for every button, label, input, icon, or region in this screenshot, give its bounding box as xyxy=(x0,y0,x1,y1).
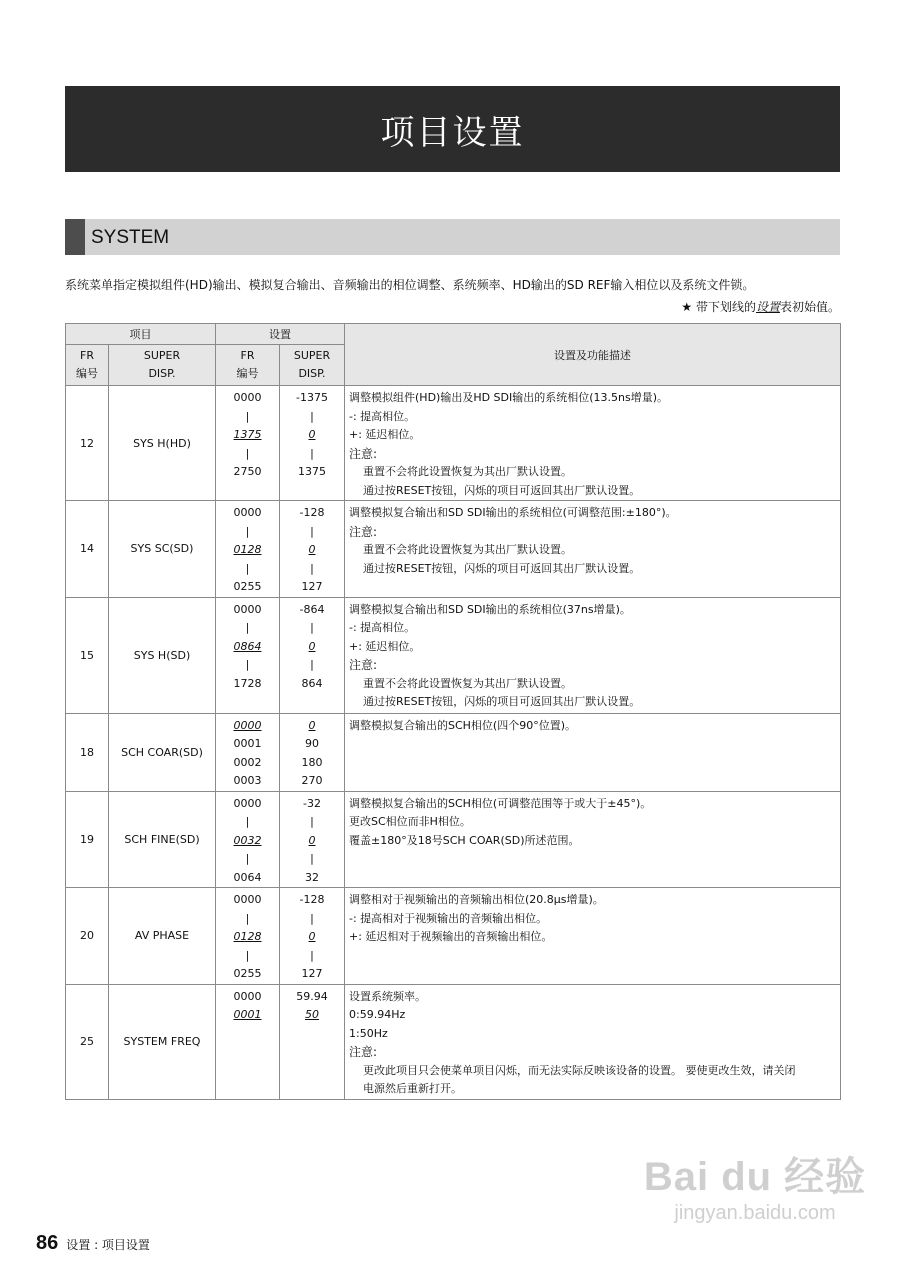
setting-value: 50 xyxy=(305,1008,319,1021)
table-row xyxy=(66,984,841,1099)
super-setting-values xyxy=(280,713,345,791)
section-header xyxy=(65,219,840,255)
description-line: -: 提高相位。 xyxy=(349,409,416,423)
setting-value: -128 xyxy=(299,893,325,906)
super-disp-name: SYSTEM FREQ xyxy=(109,984,216,1099)
header-setting: 设置 xyxy=(216,324,345,345)
fr-setting-values xyxy=(216,386,280,501)
setting-value: | xyxy=(245,658,250,671)
description-line: 电源然后重新打开。 xyxy=(363,1082,462,1095)
fr-setting-values xyxy=(216,597,280,713)
setting-value: 0 xyxy=(308,428,316,441)
setting-value: 0000 xyxy=(233,718,262,732)
setting-value: 0032 xyxy=(233,833,262,847)
setting-value: 2750 xyxy=(233,465,262,478)
description-line: 重置不会将此设置恢复为其出厂默认设置。 xyxy=(363,465,572,478)
super-setting-values xyxy=(280,597,345,713)
section-title: SYSTEM xyxy=(91,227,170,248)
fr-number: 19 xyxy=(66,791,109,888)
description-cell xyxy=(345,713,841,791)
super-setting-values xyxy=(280,984,345,1099)
description-line: 更改SC相位而非H相位。 xyxy=(349,815,471,828)
super-disp-name: SYS H(SD) xyxy=(109,597,216,713)
table-row xyxy=(66,713,841,791)
description-line: -: 提高相位。 xyxy=(349,621,416,634)
setting-value: 0000 xyxy=(233,506,262,519)
setting-value: 90 xyxy=(305,737,319,750)
description-line: 调整模拟组件(HD)输出及HD SDI输出的系统相位(13.5ns增量)。 xyxy=(349,391,669,404)
setting-value: 0000 xyxy=(233,796,262,810)
fr-number: 12 xyxy=(66,386,109,501)
description-cell xyxy=(345,888,841,985)
description-line: 通过按RESET按钮，闪烁的项目可返回其出厂默认设置。 xyxy=(363,695,641,708)
description-line: +: 延迟相对于视频输出的音频输出相位。 xyxy=(349,930,553,943)
description-line: -: 提高相对于视频输出的音频输出相位。 xyxy=(349,911,548,925)
setting-value: 0128 xyxy=(233,543,262,556)
header-description: 设置及功能描述 xyxy=(345,324,841,386)
fr-setting-values xyxy=(216,984,280,1099)
setting-value: | xyxy=(310,948,314,962)
setting-value: 0000 xyxy=(233,391,262,404)
fr-number: 18 xyxy=(66,713,109,791)
super-setting-values xyxy=(280,888,345,985)
header-item: 项目 xyxy=(66,324,216,345)
setting-value: 127 xyxy=(301,967,323,980)
setting-value: | xyxy=(245,815,250,828)
setting-value: 0255 xyxy=(233,580,262,593)
setting-value: | xyxy=(310,524,314,538)
setting-value: 864 xyxy=(301,676,323,690)
page-title: 项目设置 xyxy=(380,112,525,153)
header-super-setting: SUPER DISP. xyxy=(280,345,345,386)
setting-value: 32 xyxy=(305,870,319,884)
description-line: 1:50Hz xyxy=(349,1026,388,1040)
settings-table xyxy=(65,323,841,1100)
setting-value: 1375 xyxy=(298,465,326,478)
setting-value: 0064 xyxy=(233,870,262,884)
setting-value: 0001 xyxy=(233,1008,262,1021)
note-label: 注意: xyxy=(349,524,378,539)
table-row xyxy=(66,888,841,985)
page-title-bar xyxy=(65,86,840,172)
header-fr-no: FR 编号 xyxy=(66,345,109,386)
legend-suffix: 表初始值。 xyxy=(779,300,840,314)
description-line: 调整相对于视频输出的音频输出相位(20.8μs增量)。 xyxy=(349,893,604,906)
super-setting-values xyxy=(280,791,345,888)
setting-value: 1375 xyxy=(233,428,262,441)
setting-value: 0255 xyxy=(233,967,262,980)
setting-value: | xyxy=(310,658,314,671)
fr-setting-values xyxy=(216,501,280,598)
setting-value: | xyxy=(245,524,250,538)
description-line: 调整模拟复合输出和SD SDI输出的系统相位(37ns增量)。 xyxy=(349,602,631,616)
description-cell xyxy=(345,984,841,1099)
fr-number: 14 xyxy=(66,501,109,598)
super-disp-name: SYS H(HD) xyxy=(109,386,216,501)
table-row xyxy=(66,791,841,888)
setting-value: 0000 xyxy=(233,893,262,906)
super-disp-name: SCH FINE(SD) xyxy=(109,791,216,888)
description-line: 覆盖±180°及18号SCH COAR(SD)所述范围。 xyxy=(349,833,580,847)
setting-value: -1375 xyxy=(296,391,328,404)
fr-number: 20 xyxy=(66,888,109,985)
description-cell xyxy=(345,597,841,713)
page-number: 86 xyxy=(36,1232,59,1254)
setting-value: 0 xyxy=(308,718,316,732)
setting-value: | xyxy=(245,561,250,575)
note-label: 注意: xyxy=(349,446,378,461)
fr-setting-values xyxy=(216,888,280,985)
setting-value: 0128 xyxy=(233,930,262,943)
description-line: 0:59.94Hz xyxy=(349,1008,406,1021)
setting-value: 0 xyxy=(308,930,316,943)
super-disp-name: SCH COAR(SD) xyxy=(109,713,216,791)
setting-value: | xyxy=(310,561,314,575)
setting-value: 0000 xyxy=(233,989,262,1003)
watermark xyxy=(640,1145,870,1225)
setting-value: | xyxy=(310,852,314,865)
watermark-logo: Bai du 经验 xyxy=(643,1155,867,1199)
description-line: 调整模拟复合输出和SD SDI输出的系统相位(可调整范围:±180°)。 xyxy=(349,506,677,519)
header-super-disp: SUPER DISP. xyxy=(109,345,216,386)
watermark-url: jingyan.baidu.com xyxy=(674,1202,836,1224)
setting-value: 0 xyxy=(308,833,316,847)
description-line: 重置不会将此设置恢复为其出厂默认设置。 xyxy=(363,543,572,556)
description-line: 设置系统频率。 xyxy=(349,989,426,1003)
legend-note xyxy=(681,298,840,315)
setting-value: | xyxy=(310,815,314,828)
legend-underlined: 设置 xyxy=(755,300,780,314)
setting-value: 270 xyxy=(301,774,323,787)
super-disp-name: SYS SC(SD) xyxy=(109,501,216,598)
setting-value: -128 xyxy=(299,506,325,519)
setting-value: -32 xyxy=(303,796,321,810)
setting-value: 1728 xyxy=(233,676,262,690)
setting-value: 0864 xyxy=(233,639,262,653)
setting-value: 0000 xyxy=(233,602,262,616)
super-setting-values xyxy=(280,386,345,501)
setting-value: 59.94 xyxy=(296,989,328,1003)
fr-number: 15 xyxy=(66,597,109,713)
page-footer xyxy=(36,1232,150,1255)
description-line: 调整模拟复合输出的SCH相位(四个90°位置)。 xyxy=(349,718,577,732)
description-line: 更改此项目只会使菜单项目闪烁，而无法实际反映该设备的设置。 要使更改生效，请关闭 xyxy=(363,1063,796,1077)
note-label: 注意: xyxy=(349,1045,378,1059)
legend-prefix: ★ 带下划线的 xyxy=(681,300,756,314)
setting-value: -864 xyxy=(299,602,325,616)
setting-value: 0 xyxy=(308,543,316,556)
table-row xyxy=(66,597,841,713)
fr-setting-values xyxy=(216,791,280,888)
setting-value: | xyxy=(245,446,250,460)
table-row xyxy=(66,501,841,598)
setting-value: | xyxy=(310,911,314,925)
super-disp-name: AV PHASE xyxy=(109,888,216,985)
table-row xyxy=(66,386,841,501)
description-cell xyxy=(345,386,841,501)
setting-value: | xyxy=(245,911,250,925)
setting-value: | xyxy=(245,621,250,634)
setting-value: | xyxy=(310,409,314,423)
setting-value: 0001 xyxy=(233,737,262,750)
setting-value: 0 xyxy=(308,639,316,653)
description-cell xyxy=(345,791,841,888)
section-marker xyxy=(65,219,85,255)
intro-text: 系统菜单指定模拟组件(HD)输出、模拟复合输出、音频输出的相位调整、系统频率、HD输出的SD REF输入相位以及系统文件锁。 xyxy=(65,278,755,292)
description-line: 重置不会将此设置恢复为其出厂默认设置。 xyxy=(363,676,572,690)
setting-value: 127 xyxy=(301,580,323,593)
fr-setting-values xyxy=(216,713,280,791)
description-line: 通过按RESET按钮，闪烁的项目可返回其出厂默认设置。 xyxy=(363,483,641,497)
header-fr-setting: FR 编号 xyxy=(216,345,280,386)
setting-value: 180 xyxy=(301,755,323,769)
note-label: 注意: xyxy=(349,658,378,672)
footer-label: 设置 : 项目设置 xyxy=(66,1238,150,1252)
setting-value: | xyxy=(245,852,250,865)
setting-value: | xyxy=(310,621,314,634)
description-line: 调整模拟复合输出的SCH相位(可调整范围等于或大于±45°)。 xyxy=(349,796,652,810)
super-setting-values xyxy=(280,501,345,598)
setting-value: | xyxy=(245,948,250,962)
setting-value: | xyxy=(310,446,314,460)
description-line: +: 延迟相位。 xyxy=(349,428,421,441)
setting-value: 0002 xyxy=(233,755,262,769)
fr-number: 25 xyxy=(66,984,109,1099)
description-cell xyxy=(345,501,841,598)
description-line: +: 延迟相位。 xyxy=(349,639,421,653)
setting-value: | xyxy=(245,409,250,423)
setting-value: 0003 xyxy=(233,774,262,787)
description-line: 通过按RESET按钮，闪烁的项目可返回其出厂默认设置。 xyxy=(363,561,641,575)
